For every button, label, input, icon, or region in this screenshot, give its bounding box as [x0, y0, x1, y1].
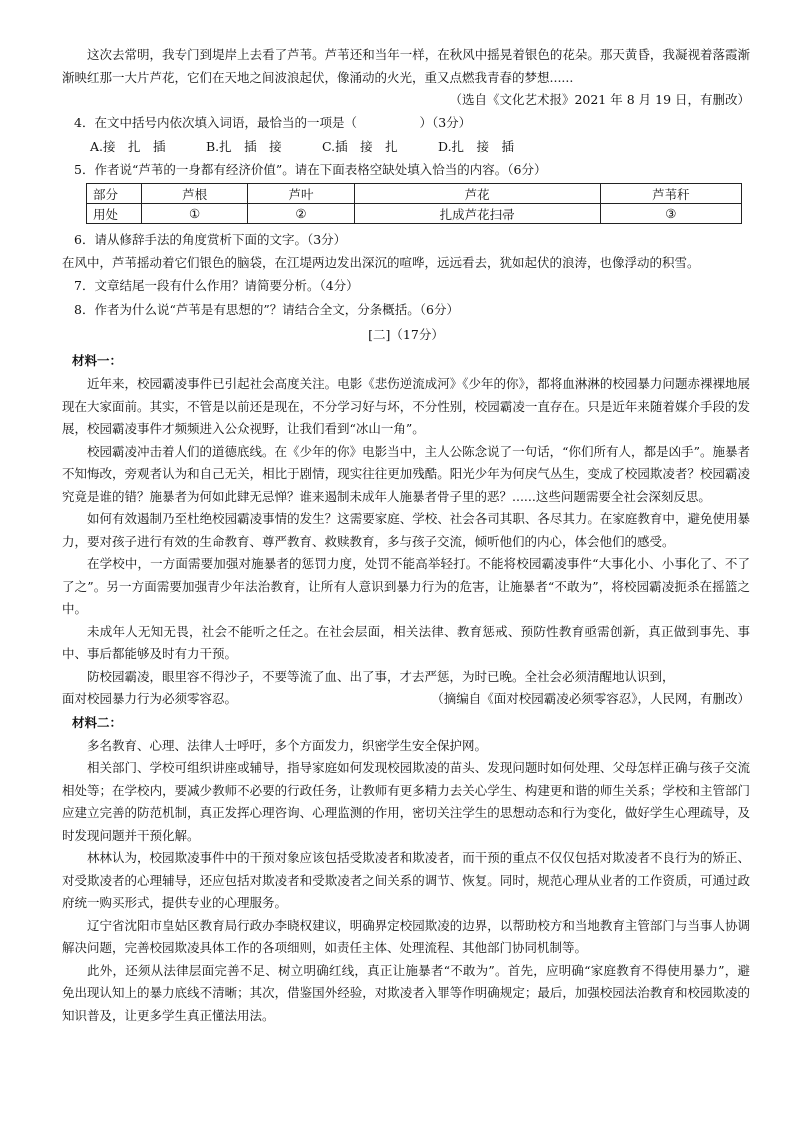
question-4: 4．在文中括号内依次填入词语，最恰当的一项是（ ）（3分） — [74, 115, 472, 130]
material-1-paragraph: 未成年人无知无畏，社会不能听之任之。在社会层面，相关法律、教育惩戒、预防性教育亟需创新，真正做到事先、事中、事后都能够及时有力干预。 — [62, 623, 750, 661]
table-cell: 扎成芦花扫帚 — [354, 204, 600, 224]
material-2-paragraph: 林林认为，校园欺凌事件中的干预对象应该包括受欺凌者和欺凌者，而干预的重点不仅仅包括对欺凌者不良行为的矫正、对受欺凌者的心理辅导，还应包括对欺凌者和受欺凌者之间关系的调节、恢复。同时，规范心理从业者的工作资质，可通过政府统一购买形式，提供专业的心理服务。 — [62, 850, 750, 910]
material-1-source: （摘编自《面对校园霸凌必须零容忍》，人民网，有删改） — [431, 691, 750, 706]
question-7: 7．文章结尾一段有什么作用？请简要分析。（4分） — [74, 278, 359, 293]
question-6: 6．请从修辞手法的角度赏析下面的文字。（3分） — [74, 232, 347, 247]
table-cell: 芦苇秆 — [600, 184, 741, 204]
material-1-paragraph: 校园霸凌冲击着人们的道德底线。在《少年的你》电影当中，主人公陈念说了一句话，“你们所有人，都是凶手”。施暴者不知悔改，旁观者认为和自己无关，相比于剧情，现实往往更加残酷。阳光少年为何戾气丛生，变成了校园欺凌者？校园霸凌究竟是谁的错？施暴者为何如此肆无忌惮？谁来遏制未成年人施暴者骨子里的恶？......这些问题需要全社会深刻反思。 — [62, 443, 750, 504]
table-cell: ② — [248, 204, 354, 224]
question-6-quote: 在风中，芦苇摇动着它们银色的脑袋，在江堤两边发出深沉的喧哗，远远看去，犹如起伏的浪涛，也像浮动的积雪。 — [62, 254, 700, 270]
table-cell: 部分 — [87, 184, 142, 204]
top-paragraph: 这次去常明，我专门到堤岸上去看了芦苇。芦苇还和当年一样，在秋风中摇晃着银色的花朵。那天黄昏，我凝视着落霞渐渐映红那一大片芦花，它们在天地之间波浪起伏，像涌动的火光，重又点燃我青春的梦想...... — [62, 47, 750, 85]
table-cell: ① — [142, 204, 248, 224]
table-cell: 用处 — [87, 204, 142, 224]
material-2-paragraph: 多名教育、心理、法律人士呼吁，多个方面发力，织密学生安全保护网。 — [87, 737, 488, 753]
reed-use-table — [86, 183, 742, 224]
table-cell: 芦叶 — [248, 184, 354, 204]
exam-page — [62, 44, 750, 1027]
material-1-paragraph: 近年来，校园霸凌事件已引起社会高度关注。电影《悲伤逆流成河》《少年的你》，都将血淋淋的校园暴力问题赤裸裸地展现在大家面前。其实，不管是以前还是现在，不分学习好与坏，不分性别，校园霸凌一直存在。只是近年来随着媒介手段的发展，校园霸凌事件才频频进入公众视野，让我们看到“冰山一角”。 — [62, 376, 750, 436]
option-b: B.扎 插 接 — [206, 138, 282, 154]
table-cell: 芦根 — [142, 184, 248, 204]
material-1-label: 材料一： — [72, 353, 123, 368]
option-c: C.插 接 扎 — [322, 138, 398, 154]
question-8: 8．作者为什么说“芦苇是有思想的”？请结合全文，分条概括。（6分） — [74, 301, 459, 317]
material-1-last-line — [62, 688, 750, 711]
option-a: A.接 扎 插 — [90, 138, 166, 154]
option-d: D.扎 接 插 — [438, 138, 515, 154]
material-1-paragraph: 防校园霸凌，眼里容不得沙子，不要等流了血、出了事，才去严惩，为时已晚。全社会必须清醒地认识到， — [87, 668, 675, 684]
material-2-paragraph: 辽宁省沈阳市皇姑区教育局行政办李晓权建议，明确界定校园欺凌的边界，以帮助校方和当地教育主管部门与当事人协调解决问题，完善校园欺凌具体工作的各项细则，如责任主体、处理流程、其他部门协同机制等。 — [62, 917, 750, 955]
table-cell: 芦花 — [354, 184, 600, 204]
material-2-label: 材料二： — [72, 714, 123, 730]
material-2-paragraph: 相关部门、学校可组织讲座或辅导，指导家庭如何发现校园欺凌的苗头、发现问题时如何处理、父母怎样正确与孩子交流相处等；在学校内，要减少教师不必要的行政任务，让教师有更多精力去关心学生、构建更和谐的师生关系；学校和主管部门应建立完善的防范机制，真正发挥心理咨询、心理监测的作用，密切关注学生的思想动态和行为变化，做好学生心理疏导，及时发现问题并干预化解。 — [62, 760, 750, 843]
question-4-options — [62, 135, 750, 158]
section-heading: [二]（17分） — [368, 327, 444, 342]
table-header-row — [87, 184, 742, 204]
material-1-paragraph: 在学校中，一方面需要加强对施暴者的惩罚力度，处罚不能高举轻打。不能将校园霸凌事件“大事化小、小事化了、不了了之”。另一方面需要加强青少年法治教育，让所有人意识到暴力行为的危害，让施暴者“不敢为”，将校园霸凌扼杀在摇篮之中。 — [62, 556, 750, 616]
question-5: 5．作者说“芦苇的一身都有经济价值”。请在下面表格空缺处填入恰当的内容。（6分） — [74, 161, 547, 177]
table-row — [87, 204, 742, 224]
material-1-closing: 面对校园暴力行为必须零容忍。 — [62, 691, 238, 706]
material-1-paragraph: 如何有效遏制乃至杜绝校园霸凌事情的发生？这需要家庭、学校、社会各司其职、各尽其力。在家庭教育中，避免使用暴力，要对孩子进行有效的生命教育、尊严教育、救赎教育，多与孩子交流，倾听他们的内心，体会他们的感受。 — [62, 511, 750, 549]
table-cell: ③ — [600, 204, 741, 224]
material-2-paragraph: 此外，还须从法律层面完善不足、树立明确红线，真正让施暴者“不敢为”。首先，应明确“家庭教育不得使用暴力”，避免出现认知上的暴力底线不清晰；其次，借鉴国外经验，对欺凌者入罪等作明确规定；最后，加强校园法治教育和校园欺凌的知识普及，让更多学生真正懂法用法。 — [62, 962, 750, 1023]
top-source: （选自《文化艺术报》2021 年 8 月 19 日，有删改） — [449, 92, 750, 107]
